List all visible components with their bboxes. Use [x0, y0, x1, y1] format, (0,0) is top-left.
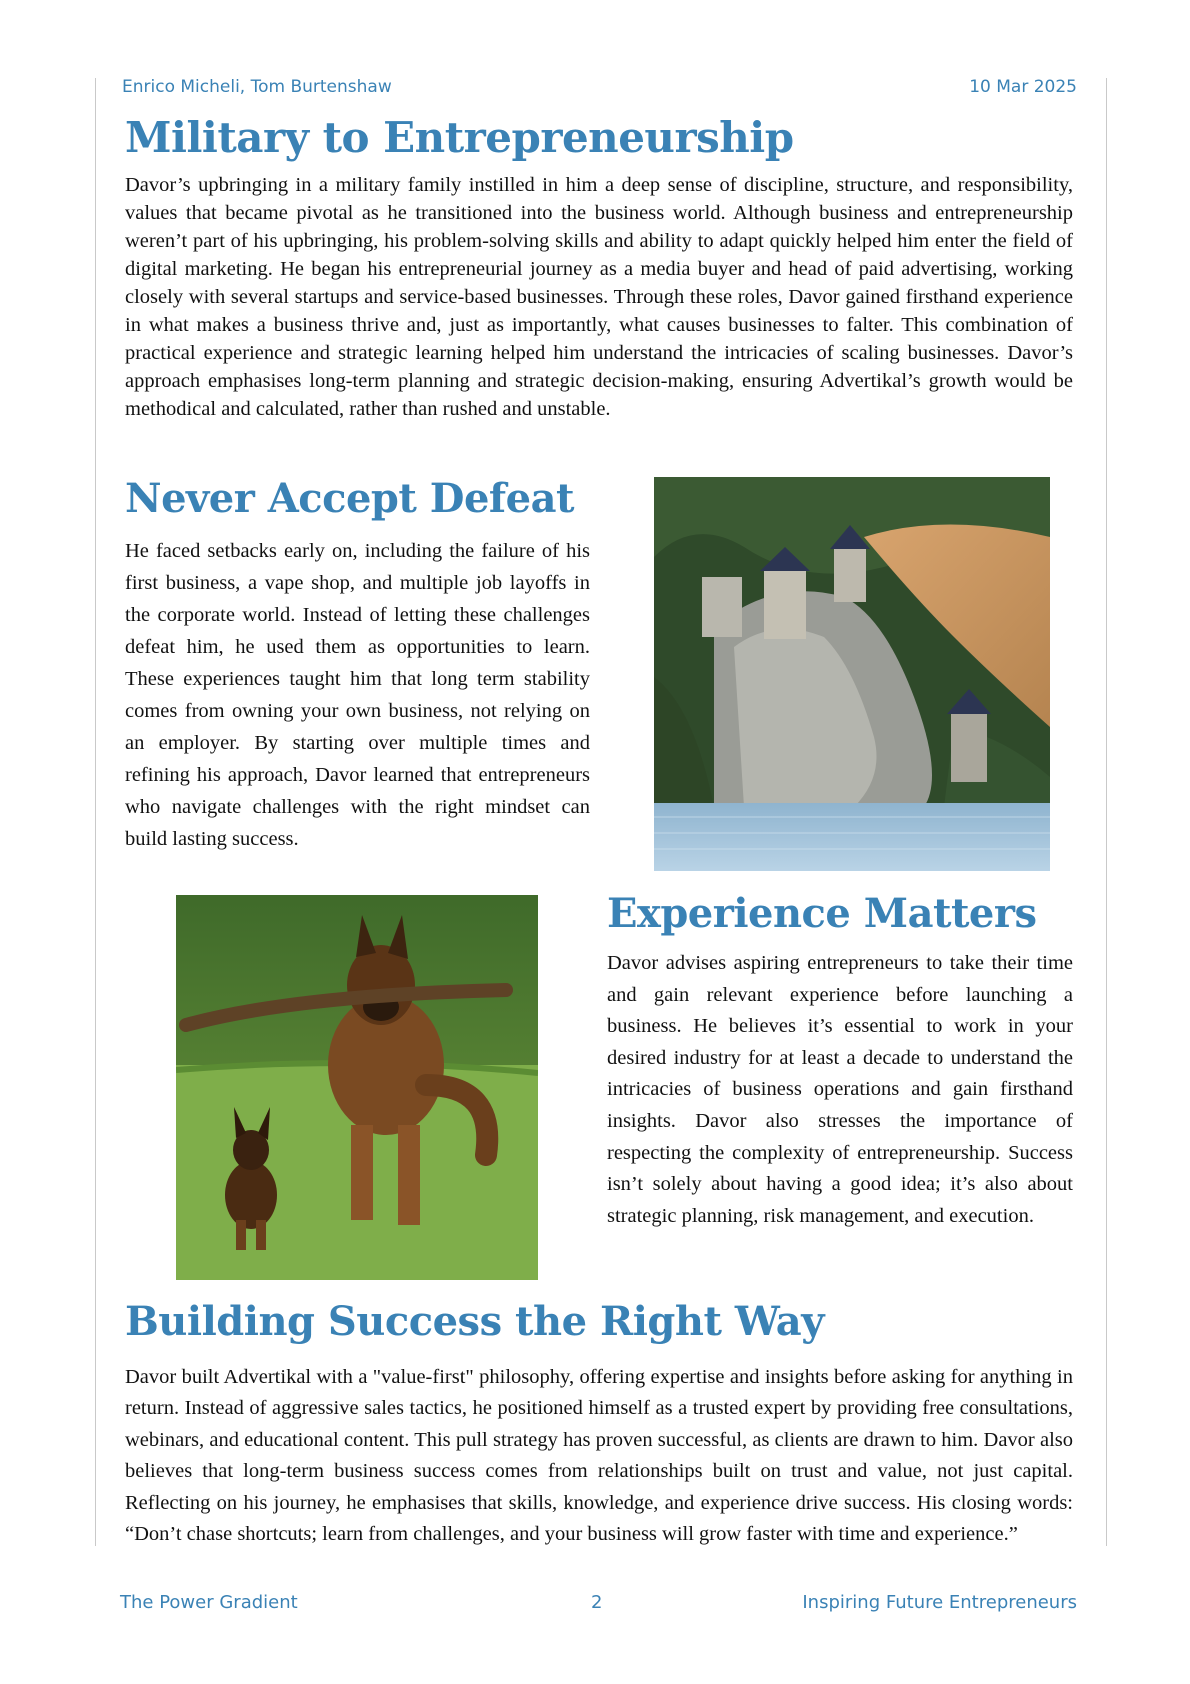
section-body-building: Davor built Advertikal with a "value-first" philosophy, offering expertise and insights before asking for anything in return. Instead of aggressive sales tactics, he positioned himself as a trusted expert by providing free consultations, webinars, and educational content. This pull strategy has proven successful, as clients are drawn to him. Davor also believes that long-term business success comes from relationships built on trust and value, not just capital. Reflecting on his journey, he emphasises that skills, knowledge, and experience drive success. His closing words: “Don’t chase shortcuts; learn from challenges, and your business will grow faster with time and experience.”: [125, 1366, 1073, 1546]
section-title-experience: Experience Matters: [607, 890, 1037, 937]
section-body-defeat: He faced setbacks early on, including the failure of his first business, a vape shop, and multiple job layoffs in the corporate world. Instead of letting these challenges defeat him, he used them as opportunities to learn. These experiences taught him that long term stability comes from owning your own business, not relying on an employer. By starting over multiple times and refining his approach, Davor learned that entrepreneurs who navigate challenges with the right mindset can build lasting success.: [125, 540, 590, 850]
section-title-defeat: Never Accept Defeat: [125, 475, 574, 522]
publish-date: 10 Mar 2025: [969, 77, 1077, 97]
footer-page-number: 2: [591, 1592, 603, 1613]
footer-publication: The Power Gradient: [120, 1592, 298, 1613]
section-title-building: Building Success the Right Way: [125, 1298, 824, 1345]
author-line: Enrico Micheli, Tom Burtenshaw: [122, 77, 392, 97]
right-margin-rule: [1106, 78, 1107, 1546]
fortress-photo: [654, 477, 1050, 871]
section-body-experience: Davor advises aspiring entrepreneurs to take their time and gain relevant experience before launching a business. He believes it’s essential to work in your desired industry for at least a decade to understand the intricacies of business operations and gain firsthand insights. Davor also stresses the importance of respecting the complexity of entrepreneurship. Success isn’t solely about having a good idea; it’s also about strategic planning, risk management, and execution.: [607, 952, 1073, 1227]
section-title-military: Military to Entrepreneurship: [125, 113, 794, 162]
footer-tagline: Inspiring Future Entrepreneurs: [802, 1592, 1077, 1613]
dogs-photo: [176, 895, 538, 1280]
section-body-military: Davor’s upbringing in a military family instilled in him a deep sense of discipline, structure, and responsibility, values that became pivotal as he transitioned into the business world. Although business and entrepreneurship weren’t part of his upbringing, his problem-solving skills and ability to adapt quickly helped him enter the field of digital marketing. He began his entrepreneurial journey as a media buyer and head of paid advertising, working closely with several startups and service-based businesses. Through these roles, Davor gained firsthand experience in what makes a business thrive and, just as importantly, what causes businesses to falter. This combination of practical experience and strategic learning helped him understand the intricacies of scaling businesses. Davor’s approach emphasises long-term planning and strategic decision-making, ensuring Advertikal’s growth would be methodical and calculated, rather than rushed and unstable.: [125, 174, 1073, 420]
left-margin-rule: [95, 78, 96, 1546]
